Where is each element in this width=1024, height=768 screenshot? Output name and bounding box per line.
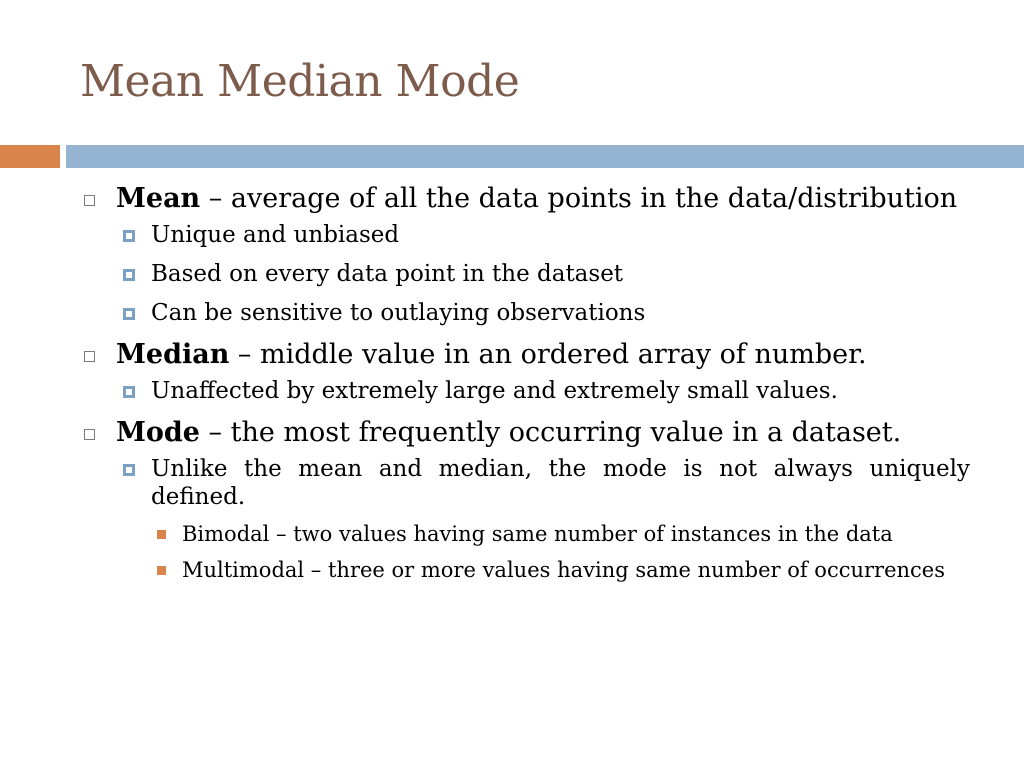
- filled-square-bullet-icon: [157, 530, 166, 539]
- sub-bullet-text: Unlike the mean and median, the mode is not always uniquely defined.: [151, 456, 970, 510]
- sub-sub-bullet: [80, 558, 970, 583]
- accent-bar-blue: [66, 145, 1024, 168]
- sub-bullet-text: Unique and unbiased: [151, 222, 400, 248]
- sub-sub-bullet-text: Bimodal – two values having same number of instances in the data: [182, 522, 893, 546]
- sub-bullet: [80, 299, 970, 327]
- slide-content: [80, 182, 970, 594]
- sub-bullet-text: Based on every data point in the dataset: [151, 261, 624, 287]
- sub-bullet-text: Unaffected by extremely large and extremely small values.: [151, 378, 838, 404]
- term-median: Median: [116, 339, 230, 370]
- bullet-mode: [80, 416, 970, 449]
- sub-bullet: [80, 221, 970, 249]
- desc-mode: – the most frequently occurring value in a dataset.: [199, 417, 902, 448]
- sub-bullet: [80, 377, 970, 405]
- sub-bullet: [80, 455, 970, 511]
- sub-bullet: [80, 260, 970, 288]
- accent-bar-orange: [0, 145, 60, 168]
- hollow-square-bullet-icon: [84, 429, 95, 440]
- sub-sub-bullet-text: Multimodal – three or more values having same number of occurrences: [182, 558, 945, 582]
- filled-square-bullet-icon: [157, 566, 166, 575]
- term-mode: Mode: [116, 417, 200, 448]
- square-bullet-icon: [123, 464, 135, 476]
- hollow-square-bullet-icon: [84, 351, 95, 362]
- square-bullet-icon: [123, 269, 135, 281]
- sub-sub-bullet: [80, 522, 970, 547]
- term-mean: Mean: [116, 183, 201, 214]
- square-bullet-icon: [123, 230, 135, 242]
- square-bullet-icon: [123, 386, 135, 398]
- bullet-median: [80, 338, 970, 371]
- hollow-square-bullet-icon: [84, 195, 95, 206]
- slide-title: Mean Median Mode: [80, 56, 520, 107]
- bullet-mean: [80, 182, 970, 215]
- desc-mean: – average of all the data points in the data/distribution: [200, 183, 958, 214]
- desc-median: – middle value in an ordered array of number.: [229, 339, 867, 370]
- square-bullet-icon: [123, 308, 135, 320]
- sub-bullet-text: Can be sensitive to outlaying observations: [151, 300, 646, 326]
